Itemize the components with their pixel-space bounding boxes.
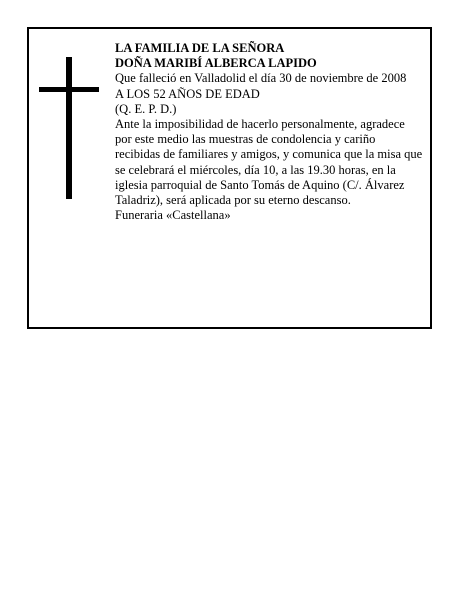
- notice-body: Ante la imposibilidad de hacerlo personalmente, agradece por este medio las muestras de condolencia y cariño recibidas de familiares y amigos, y comunica que la misa que se celebrará el miércoles, día 10, a las 19.30 horas, en la iglesia parroquial de Santo Tomás de Aquino (C/. Álvarez Taladriz), será aplicada por su eterno descanso.: [115, 117, 423, 208]
- death-statement: Que falleció en Valladolid el día 30 de noviembre de 2008: [115, 71, 407, 86]
- rip-abbreviation: (Q. E. P. D.): [115, 101, 177, 116]
- cross-vertical-bar: [66, 57, 72, 199]
- age-statement: A LOS 52 AÑOS DE EDAD: [115, 86, 260, 101]
- obituary-notice: [27, 27, 432, 329]
- cross-horizontal-bar: [39, 87, 99, 92]
- cross-icon: [39, 57, 99, 199]
- notice-text-block: [115, 41, 423, 223]
- funeral-home: Funeraria «Castellana»: [115, 208, 231, 223]
- heading-deceased-name: DOÑA MARIBÍ ALBERCA LAPIDO: [115, 56, 317, 71]
- heading-family: LA FAMILIA DE LA SEÑORA: [115, 41, 285, 55]
